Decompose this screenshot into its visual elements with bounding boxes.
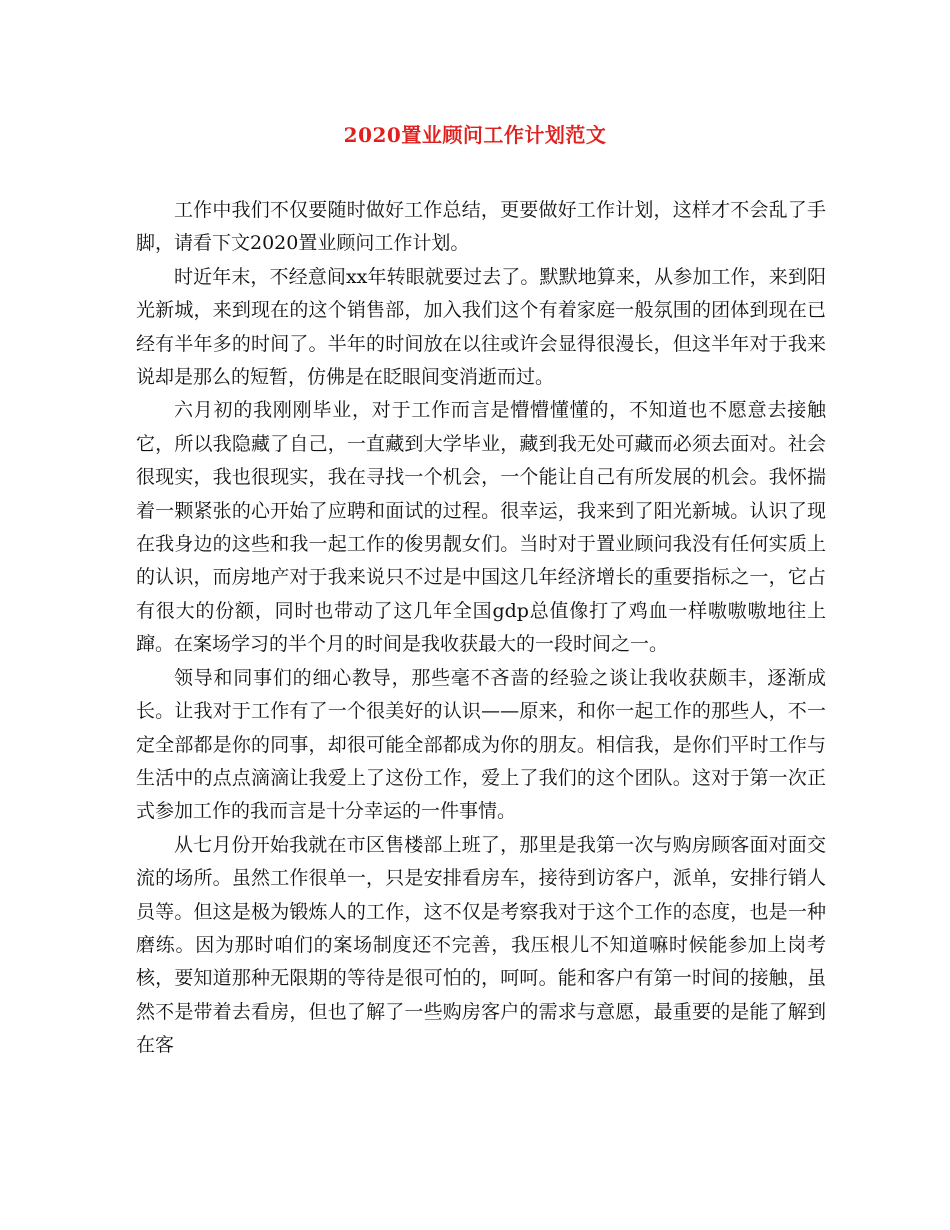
document-body bbox=[136, 194, 826, 1063]
document-title: 2020置业顾问工作计划范文 bbox=[343, 123, 607, 147]
paragraph-sales-office: 从七月份开始我就在市区售楼部上班了，那里是我第一次与购房顾客面对面交流的场所。虽然工作很单一，只是安排看房车，接待到访客户，派单，安排行销人员等。但这是极为锻炼人的工作，这不仅是考察我对于这个工作的态度，也是一种磨练。因为那时咱们的案场制度还不完善，我压根儿不知道嘛时候能参加上岗考核，要知道那种无限期的等待是很可怕的，呵呵。能和客户有第一时间的接触，虽然不是带着去看房，但也了解了一些购房客户的需求与意愿，最重要的是能了解到在客 bbox=[136, 833, 826, 1057]
paragraph-colleagues: 领导和同事们的细心教导，那些毫不吝啬的经验之谈让我收获颇丰，逐渐成长。让我对于工作有了一个很美好的认识——原来，和你一起工作的那些人，不一定全部都是你的同事，却很可能全部都成为你的朋友。相信我，是你们平时工作与生活中的点点滴滴让我爱上了这份工作，爱上了我们的这个团队。这对于第一次正式参加工作的我而言是十分幸运的一件事情。 bbox=[136, 666, 826, 823]
paragraph-intro: 工作中我们不仅要随时做好工作总结，更要做好工作计划，这样才不会乱了手脚，请看下文2020置业顾问工作计划。 bbox=[136, 199, 826, 255]
paragraph-graduation: 六月初的我刚刚毕业，对于工作而言是懵懵懂懂的，不知道也不愿意去接触它，所以我隐藏了自己，一直藏到大学毕业，藏到我无处可藏而必须去面对。社会很现实，我也很现实，我在寻找一个机会，一个能让自己有所发展的机会。我怀揣着一颗紧张的心开始了应聘和面试的过程。很幸运，我来到了阳光新城。认识了现在我身边的这些和我一起工作的俊男靓女们。当时对于置业顾问我没有任何实质上的认识，而房地产对于我来说只不过是中国这几年经济增长的重要指标之一，它占有很大的份额，同时也带动了这几年全国gdp总值像打了鸡血一样嗷嗷嗷地往上蹿。在案场学习的半个月的时间是我收获最大的一段时间之一。 bbox=[136, 399, 826, 656]
paragraph-year-end: 时近年末，不经意间xx年转眼就要过去了。默默地算来，从参加工作，来到阳光新城，来到现在的这个销售部，加入我们这个有着家庭一般氛围的团体到现在已经有半年多的时间了。半年的时间放在以往或许会显得很漫长，但这半年对于我来说却是那么的短暂，仿佛是在眨眼间变消逝而过。 bbox=[136, 265, 826, 389]
